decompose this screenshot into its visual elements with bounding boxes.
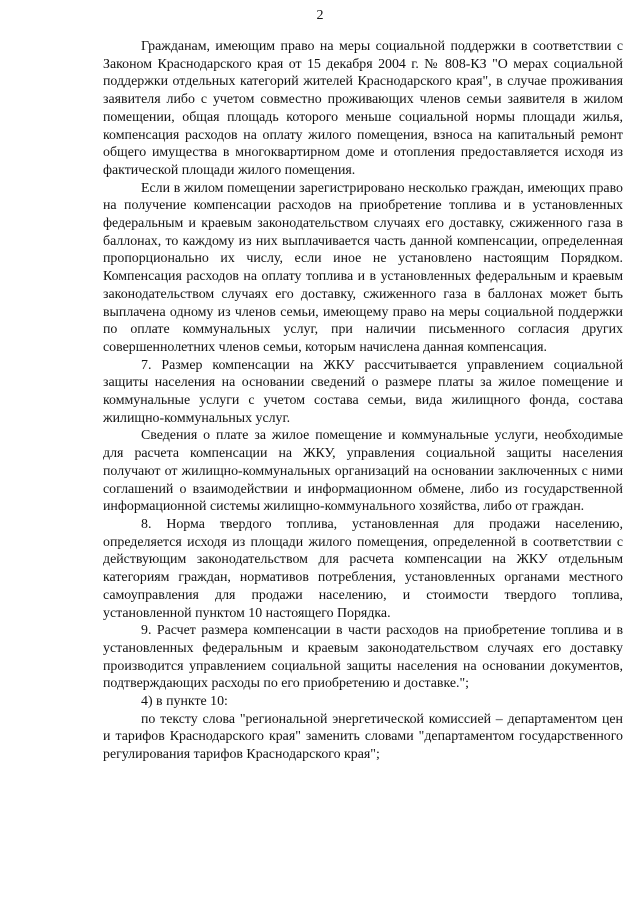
paragraph-subitem-4: 4) в пункте 10: [141, 694, 228, 710]
paragraph-item-9: 9. Расчет размера компенсации в части расходов на приобретение топлива и в установленных федеральным и краевым законодательством случаях его доставку производится управлением социальной защиты населения на основании документов, подтверждающих расходы по его приобретению и доставке."; [103, 623, 623, 692]
paragraph-replacement-text: по тексту слова "региональной энергетической комиссией – департаментом цен и тарифов Краснодарского края" заменить словами "департаментом государственного регулирования тарифов Краснодарского края"; [103, 711, 623, 763]
paragraph-item-7: 7. Размер компенсации на ЖКУ рассчитывается управлением социальной защиты населения на основании сведений о размере платы за жилое помещение и коммунальные услуги с учетом состава семьи, вида жилищного фонда, состава жилищно-коммунальных услуг. [103, 357, 623, 426]
paragraph-item-8: 8. Норма твердого топлива, установленная для продажи населению, определяется исходя из площади жилого помещения, определенной в соответствии с действующим законодательством для расчета компенсации на ЖКУ отдельным категориям граждан, нормативов потребления, установленных органами местного самоуправления для продажи населению, и стоимости твердого топлива, установленной пунктом 10 настоящего Порядка. [103, 516, 623, 621]
document-body [103, 38, 623, 764]
paragraph-payment-info: Сведения о плате за жилое помещение и коммунальные услуги, необходимые для расчета компенсации на ЖКУ, управления социальной защиты населения получают от жилищно-коммунальных организаций на основании заключенных с ними соглашений о взаимодействии и информационном обмене, либо из государственной информационной системы жилищно-коммунального хозяйства, либо от граждан. [103, 428, 623, 515]
paragraph-multiple-citizens: Если в жилом помещении зарегистрировано несколько граждан, имеющих право на получение компенсации расходов на приобретение топлива и в установленных федеральным и краевым законодательством случаях его доставку, сжиженного газа в баллонах, то каждому из них выплачивается часть данной компенсации, определенная пропорционально их числу, если иное не установлено настоящим Порядком. Компенсация расходов на оплату топлива и в установленных федеральным и краевым законодательством случаях его доставку, сжиженного газа в баллонах может быть выплачена одному из членов семьи, имеющему право на меры социальной поддержки по оплате коммунальных услуг, при наличии письменного согласия других совершеннолетних членов семьи, которым начислена данная компенсация. [103, 180, 623, 355]
page-number: 2 [316, 8, 324, 23]
paragraph-social-support-norm: Гражданам, имеющим право на меры социальной поддержки в соответствии с Законом Краснодарского края от 15 декабря 2004 г. № 808-КЗ "О мерах социальной поддержки отдельных категорий жителей Краснодарского края", в случае проживания заявителя либо с учетом совместно проживающих членов семьи заявителя в жилом помещении, общая площадь которого меньше социальной нормы площади жилья, компенсация расходов на оплату жилого помещения, взноса на капитальный ремонт общего имущества в многоквартирном доме и отопления предоставляется исходя из фактической площади жилого помещения. [103, 39, 623, 178]
